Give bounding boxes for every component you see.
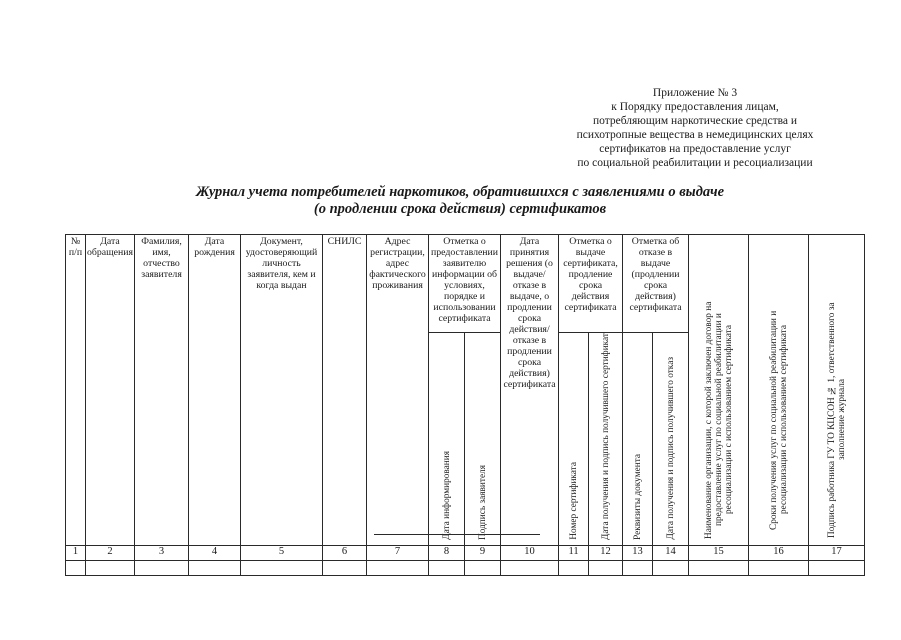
- empty-entry-row: [66, 560, 865, 575]
- header-identity-document: Документ, удостоверяющий личность заявителя, кем и когда выдан: [241, 235, 323, 546]
- column-number: 2: [86, 545, 135, 560]
- closing-line: [374, 534, 540, 535]
- empty-cell: [749, 560, 809, 575]
- empty-cell: [241, 560, 323, 575]
- header-inform-date-cell: [429, 333, 465, 546]
- title-line-2: (о продлении срока действия) сертификатов: [313, 201, 607, 217]
- empty-cell: [135, 560, 189, 575]
- appendix-line: к Порядку предоставления лицам,: [611, 101, 779, 113]
- column-number: 9: [465, 545, 501, 560]
- journal-table: [65, 234, 865, 576]
- column-number: 15: [689, 545, 749, 560]
- empty-cell: [86, 560, 135, 575]
- appendix-line: по социальной реабилитации и ресоциализации: [577, 157, 813, 169]
- header-document-details: Реквизиты документа: [632, 454, 643, 540]
- empty-cell: [589, 560, 623, 575]
- header-group-information: Отметка о предоставлении заявителю информации об условиях, порядке и использовании сертификата: [429, 235, 501, 333]
- empty-cell: [66, 560, 86, 575]
- column-number: 14: [653, 545, 689, 560]
- column-number: 5: [241, 545, 323, 560]
- header-snils: СНИЛС: [323, 235, 367, 546]
- appendix-line: сертификатов на предоставление услуг: [599, 143, 791, 155]
- header-service-terms: Сроки получения услуг по социальной реабилитации и ресоциализации с использованием сертификата: [768, 310, 789, 530]
- header-full-name: Фамилия, имя, отчество заявителя: [135, 235, 189, 546]
- empty-cell: [809, 560, 865, 575]
- header-employee-signature-cell: [809, 235, 865, 546]
- column-number: 16: [749, 545, 809, 560]
- empty-cell: [501, 560, 559, 575]
- header-certificate-receipt: Дата получения и подпись получившего сертификат: [600, 333, 611, 540]
- header-certificate-number: Номер сертификата: [568, 462, 579, 540]
- header-refusal-receipt: Дата получения и подпись получившего отказ: [665, 357, 676, 540]
- empty-cell: [623, 560, 653, 575]
- header-certificate-number-cell: [559, 333, 589, 546]
- empty-cell: [189, 560, 241, 575]
- header-inform-date: Дата информирования: [441, 451, 452, 540]
- column-number: 12: [589, 545, 623, 560]
- column-number: 17: [809, 545, 865, 560]
- empty-cell: [689, 560, 749, 575]
- column-number: 13: [623, 545, 653, 560]
- column-number: 3: [135, 545, 189, 560]
- header-applicant-signature: Подпись заявителя: [477, 464, 488, 540]
- appendix-block: [530, 86, 860, 170]
- column-number: 4: [189, 545, 241, 560]
- header-employee-signature: Подпись работника ГУ ТО КЦСОН № 1, ответственного за заполнение журнала: [826, 302, 847, 538]
- appendix-line: психотропные вещества в немедицинских целях: [576, 129, 814, 141]
- header-service-terms-cell: [749, 235, 809, 546]
- header-group-issuance: Отметка о выдаче сертификата, продление срока действия сертификата: [559, 235, 623, 333]
- header-certificate-receipt-cell: [589, 333, 623, 546]
- header-organization-cell: [689, 235, 749, 546]
- empty-cell: [429, 560, 465, 575]
- column-number: 10: [501, 545, 559, 560]
- appendix-line: Приложение № 3: [652, 87, 738, 99]
- header-birth-date: Дата рождения: [189, 235, 241, 546]
- header-number: № п/п: [66, 235, 86, 546]
- column-number: 1: [66, 545, 86, 560]
- empty-cell: [559, 560, 589, 575]
- column-number-row: [66, 545, 865, 560]
- document-title: [150, 184, 770, 218]
- header-decision-date: Дата принятия решения (о выдаче/ отказе в выдаче, о продлении срока действия/ отказе в продлении срока действия) сертификата: [501, 235, 559, 546]
- header-organization: Наименование организации, с которой заключен договор на предоставление услуг по социальной реабилитации и ресоциализации с использованием сертификата: [703, 301, 734, 539]
- empty-cell: [465, 560, 501, 575]
- header-document-details-cell: [623, 333, 653, 546]
- empty-cell: [323, 560, 367, 575]
- header-group-refusal: Отметка об отказе в выдаче (продлении срока действия) сертификата: [623, 235, 689, 333]
- header-address: Адрес регистрации, адрес фактического проживания: [367, 235, 429, 546]
- empty-cell: [367, 560, 429, 575]
- header-applicant-signature-cell: [465, 333, 501, 546]
- column-number: 8: [429, 545, 465, 560]
- title-line-1: Журнал учета потребителей наркотиков, обратившихся с заявлениями о выдаче: [195, 184, 725, 200]
- column-number: 6: [323, 545, 367, 560]
- column-number: 7: [367, 545, 429, 560]
- column-number: 11: [559, 545, 589, 560]
- header-refusal-receipt-cell: [653, 333, 689, 546]
- empty-cell: [653, 560, 689, 575]
- appendix-line: потребляющим наркотические средства и: [592, 115, 798, 127]
- header-appeal-date: Дата обращения: [86, 235, 135, 546]
